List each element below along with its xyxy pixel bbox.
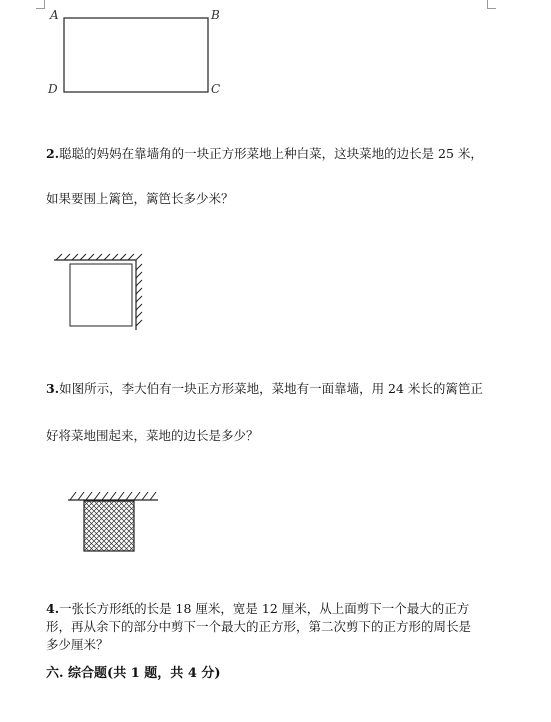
label-b: B: [211, 8, 220, 22]
question-3-text-2: 好将菜地围起来，菜地的边长是多少？: [46, 428, 259, 443]
question-4-line-1: [46, 600, 469, 618]
question-3-line-1: [46, 380, 483, 398]
question-2-number: 2.: [46, 146, 60, 161]
crop-mark-right-h: [487, 8, 496, 9]
question-3-number: 3.: [46, 381, 60, 396]
wall-square-drawing: [64, 486, 164, 556]
question-2-line-2: [46, 190, 234, 208]
crop-mark-right: [487, 0, 488, 8]
label-a: A: [50, 8, 59, 22]
question-2-line-1: [46, 145, 483, 163]
question-4-line-2: [46, 618, 471, 636]
question-4-text-1: 一张长方形纸的长是 18 厘米，宽是 12 厘米，从上面剪下一个最大的正方: [59, 601, 470, 616]
corner-square-figure: [48, 250, 148, 338]
label-d: D: [48, 82, 58, 96]
rectangle-figure: [44, 6, 234, 98]
question-3-line-2: [46, 427, 259, 445]
question-2-text-1: 聪聪的妈妈在靠墙角的一块正方形菜地上种白菜，这块菜地的边长是 25 米，: [59, 146, 483, 161]
question-4-number: 4.: [46, 601, 60, 616]
question-4-line-3: [46, 636, 109, 654]
question-3-text-1: 如图所示，李大伯有一块正方形菜地，菜地有一面靠墙，用 24 米长的篱笆正: [59, 381, 483, 396]
question-4-text-3: 多少厘米？: [46, 637, 109, 652]
section-6-heading: 六. 综合题(共 1 题，共 4 分): [46, 666, 221, 681]
rectangle-abcd: [44, 6, 234, 98]
label-c: C: [211, 82, 221, 96]
question-2-text-2: 如果要围上篱笆，篱笆长多少米？: [46, 191, 234, 206]
question-4-text-2: 形，再从余下的部分中剪下一个最大的正方形，第二次剪下的正方形的周长是: [46, 619, 472, 634]
wall-square-figure: [64, 486, 164, 560]
corner-square-drawing: [48, 250, 148, 334]
